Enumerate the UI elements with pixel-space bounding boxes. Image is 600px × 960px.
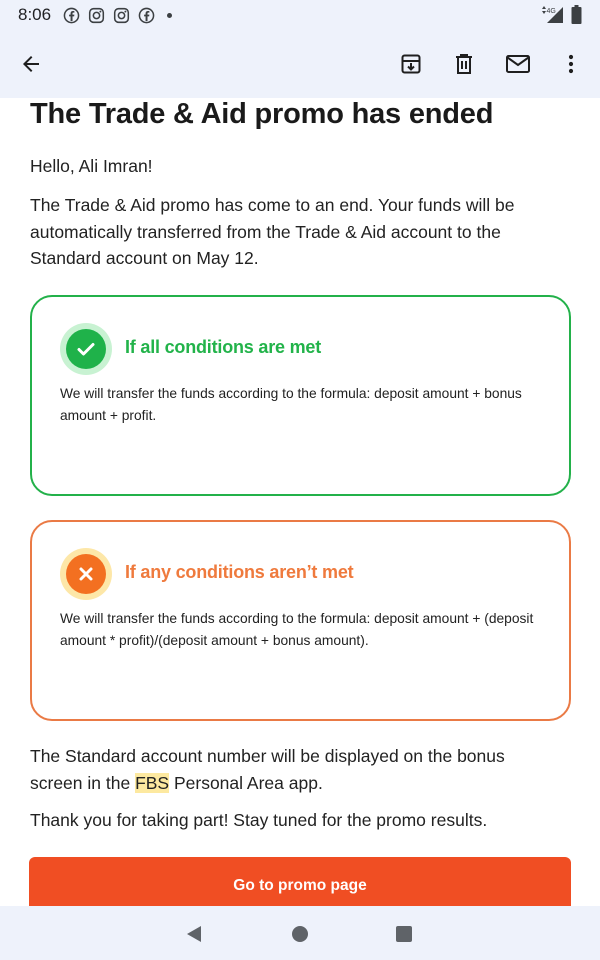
instagram-icon bbox=[88, 7, 105, 24]
greeting: Hello, Ali Imran! bbox=[30, 156, 153, 176]
system-status bbox=[539, 5, 582, 24]
more-vert-icon bbox=[559, 52, 583, 76]
archive-icon bbox=[399, 52, 423, 76]
card-text: We will transfer the funds according to the formula: deposit amount + bonus amount + profit. bbox=[60, 386, 522, 423]
intro-paragraph: The Trade & Aid promo has come to an end. Your funds will be automatically transferred from the Trade & Aid account to the Standard account on May 12. bbox=[30, 195, 515, 268]
close-x-icon bbox=[75, 563, 97, 585]
checkmark-icon bbox=[74, 337, 98, 361]
delete-button[interactable] bbox=[446, 46, 482, 82]
email-body bbox=[0, 98, 600, 906]
nav-home-button[interactable] bbox=[286, 920, 314, 948]
back-button[interactable] bbox=[13, 46, 49, 82]
status-time: 8:06 bbox=[18, 5, 52, 24]
fbs-highlight: FBS bbox=[135, 772, 170, 793]
card-title: If any conditions aren’t met bbox=[125, 562, 354, 582]
network-type: 4G bbox=[546, 7, 556, 15]
go-to-promo-button[interactable]: Go to promo page bbox=[29, 857, 571, 906]
instagram-icon bbox=[113, 7, 130, 24]
conditions-not-met-card bbox=[30, 520, 571, 721]
nav-recents-button[interactable] bbox=[390, 920, 418, 948]
recents-square-icon bbox=[394, 924, 414, 944]
mark-unread-icon bbox=[505, 52, 531, 76]
more-notifications-dot bbox=[167, 13, 172, 18]
more-options-button[interactable] bbox=[553, 46, 589, 82]
archive-button[interactable] bbox=[393, 46, 429, 82]
back-arrow-icon bbox=[19, 52, 43, 76]
notification-icons bbox=[63, 7, 172, 24]
standard-account-note: The Standard account number will be displayed on the bonus screen in the FBS Personal Area app. bbox=[30, 746, 505, 793]
success-badge bbox=[60, 323, 112, 375]
delete-icon bbox=[452, 52, 476, 76]
email-toolbar bbox=[0, 30, 600, 98]
mark-unread-button[interactable] bbox=[500, 46, 536, 82]
back-triangle-icon bbox=[184, 924, 204, 944]
email-heading: The Trade & Aid promo has ended bbox=[30, 98, 494, 130]
card-title: If all conditions are met bbox=[125, 337, 322, 357]
home-circle-icon bbox=[290, 924, 310, 944]
signal-icon bbox=[539, 6, 565, 24]
status-bar bbox=[0, 0, 600, 30]
nav-back-button[interactable] bbox=[180, 920, 208, 948]
system-navigation-bar bbox=[0, 906, 600, 960]
card-text: We will transfer the funds according to the formula: deposit amount + (deposit amount * profit)/(deposit amount + bonus amount). bbox=[60, 611, 534, 648]
battery-icon bbox=[571, 5, 582, 24]
conditions-met-card bbox=[30, 295, 571, 496]
warning-badge bbox=[60, 548, 112, 600]
thanks-paragraph: Thank you for taking part! Stay tuned for the promo results. bbox=[30, 810, 488, 830]
facebook-icon bbox=[138, 7, 155, 24]
facebook-icon bbox=[63, 7, 80, 24]
